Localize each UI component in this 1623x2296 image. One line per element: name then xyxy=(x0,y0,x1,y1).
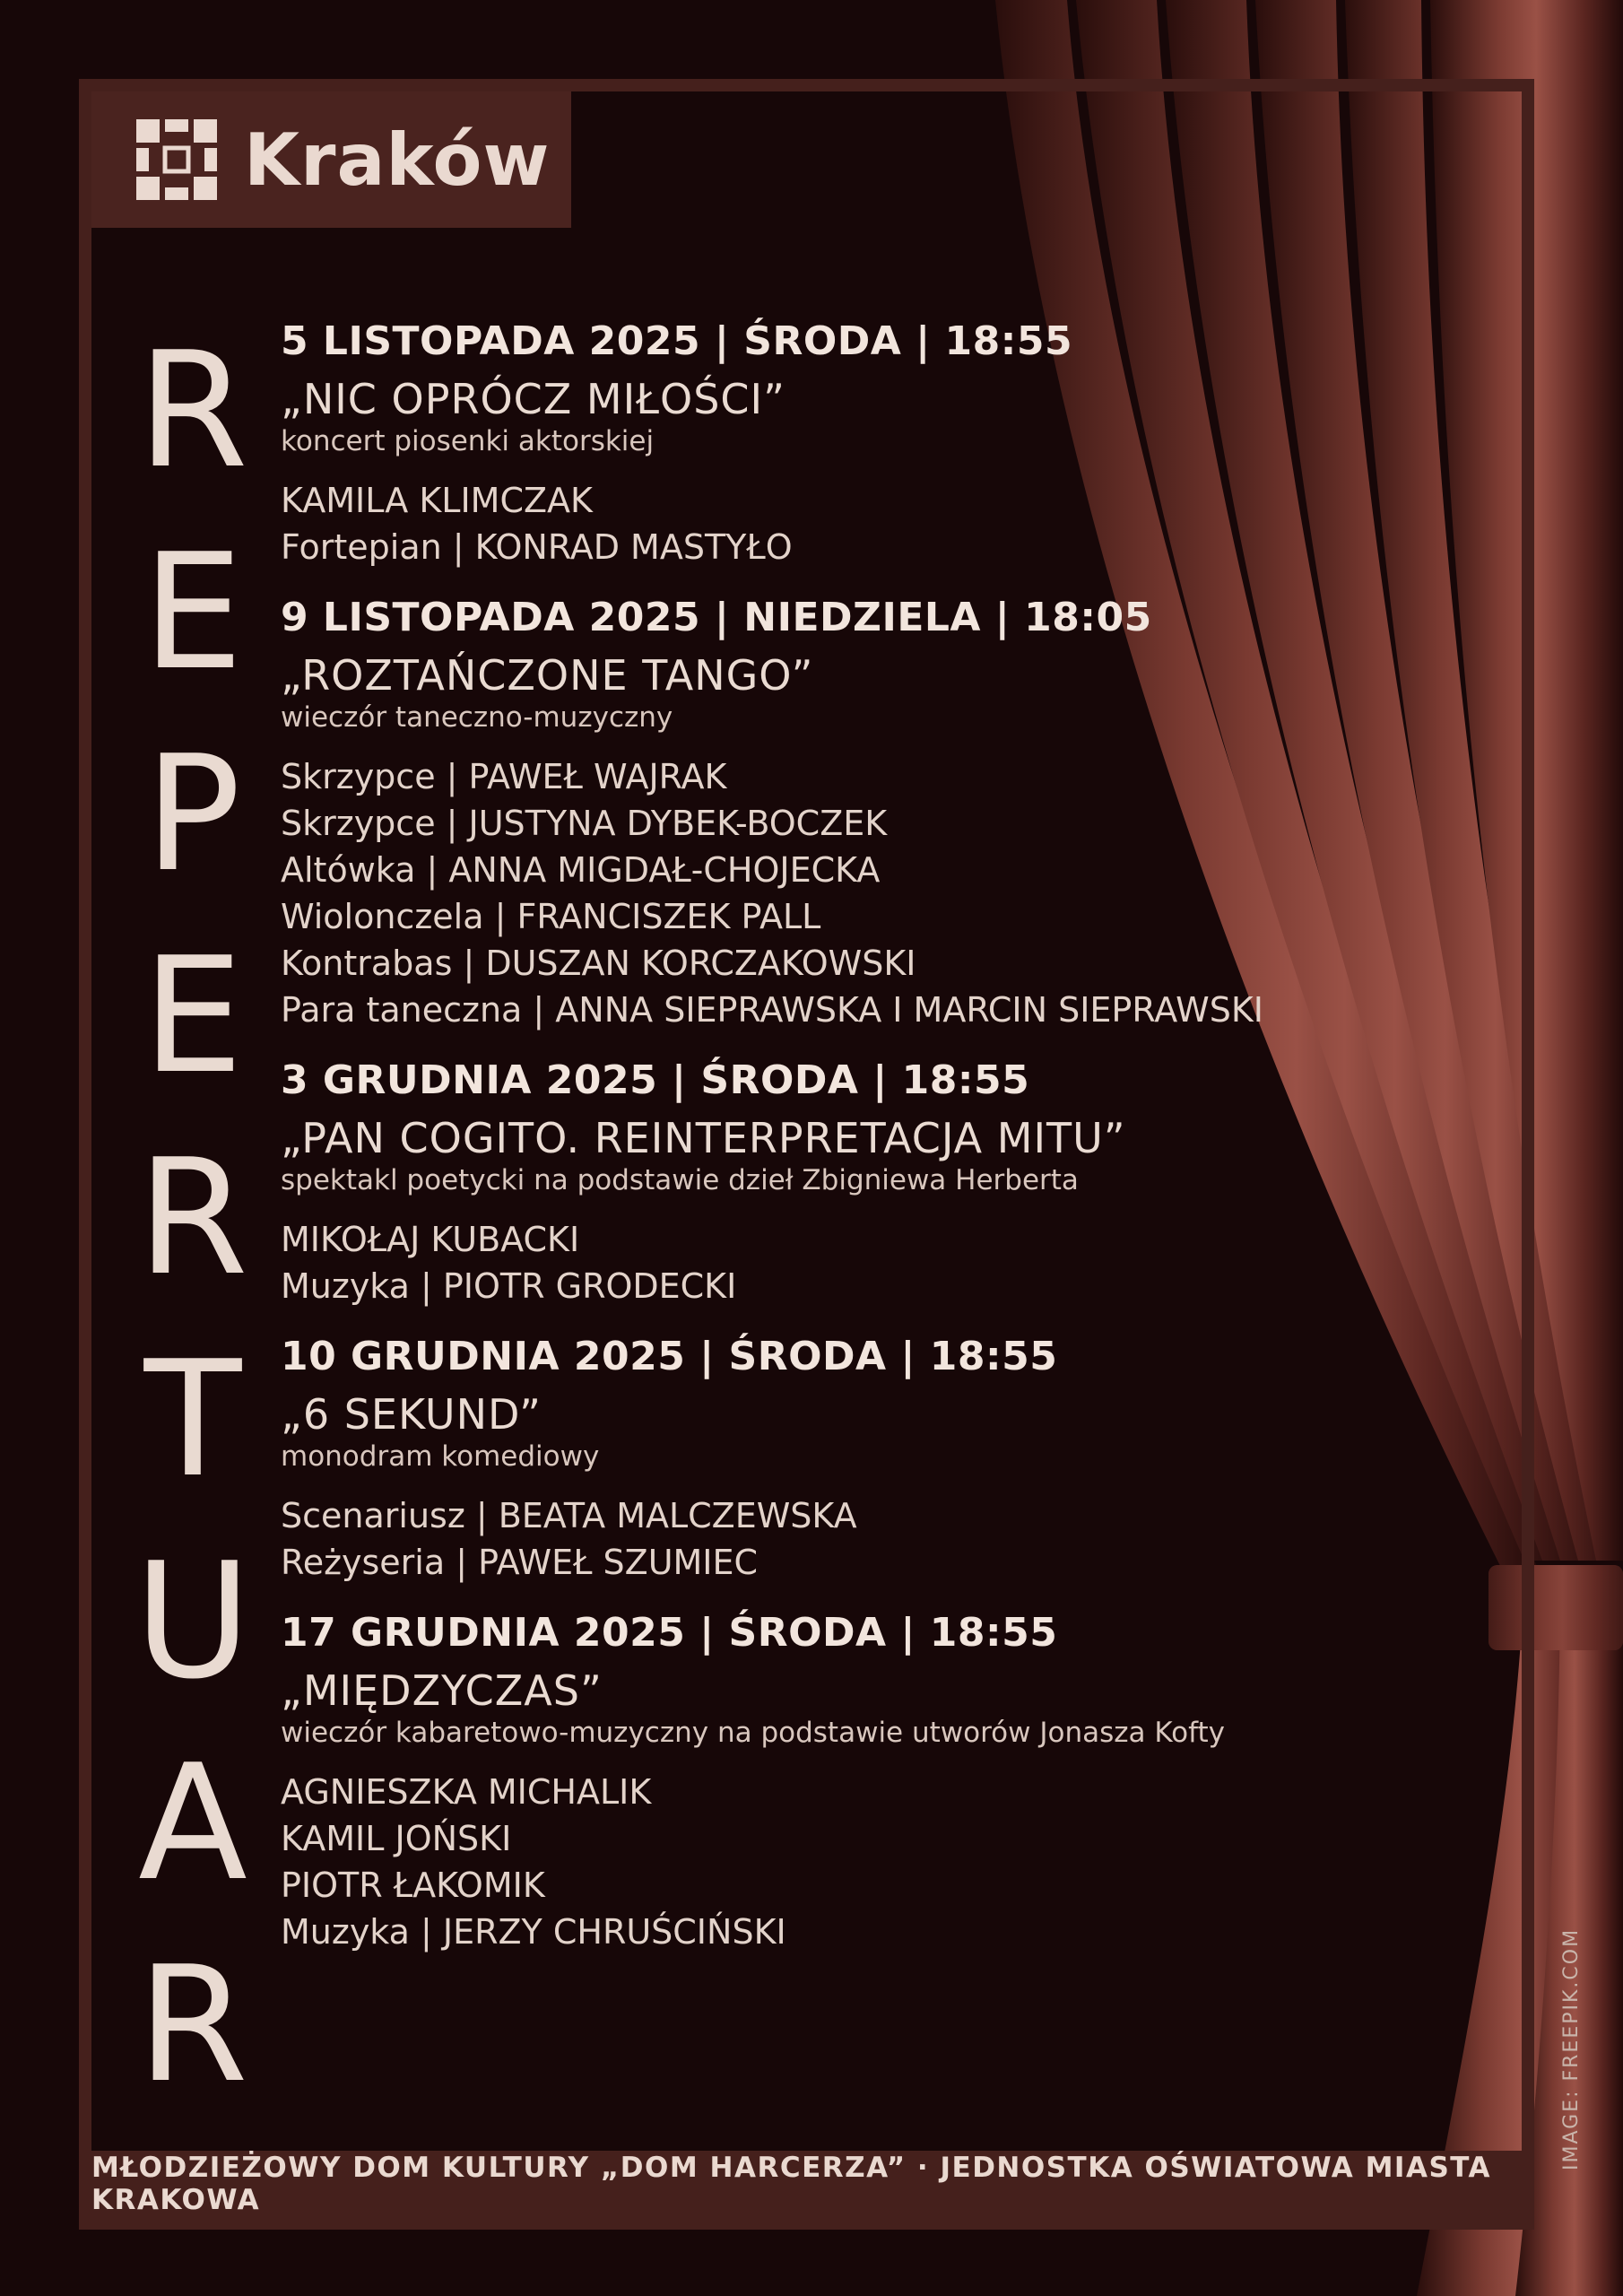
event-subtitle: wieczór kabaretowo-muzyczny na podstawie utworów Jonasza Kofty xyxy=(281,1717,1225,1749)
image-credit: IMAGE: FREEPIK.COM xyxy=(1560,1927,1583,2170)
event-item xyxy=(281,314,1285,570)
logo-text: Kraków xyxy=(244,117,551,202)
title-letter: P xyxy=(144,721,241,907)
event-performer: KAMIL JOŃSKI xyxy=(281,1819,512,1858)
event-performer: MIKOŁAJ KUBACKI xyxy=(281,1220,580,1259)
event-performer: Reżyseria | PAWEŁ SZUMIEC xyxy=(281,1543,759,1582)
event-performer: Para taneczna | ANNA SIEPRAWSKA I MARCIN SIEPRAWSKI xyxy=(281,990,1263,1030)
event-item xyxy=(281,1329,1285,1586)
event-date: 10 GRUDNIA 2025 | ŚRODA | 18:55 xyxy=(281,1334,1058,1379)
event-item xyxy=(281,1053,1285,1309)
title-letter: U xyxy=(134,1528,252,1714)
title-letter: R xyxy=(137,1932,248,2118)
event-performer: Muzyka | JERZY CHRUŚCIŃSKI xyxy=(281,1912,786,1952)
event-title: „NIC OPRÓCZ MIŁOŚCI” xyxy=(281,375,785,423)
title-letter: E xyxy=(142,519,244,705)
event-item xyxy=(281,1605,1285,1955)
title-letter: A xyxy=(138,1730,247,1916)
event-performer: Fortepian | KONRAD MASTYŁO xyxy=(281,527,793,567)
event-subtitle: spektakl poetycki na podstawie dzieł Zbigniewa Herberta xyxy=(281,1164,1079,1196)
event-date: 3 GRUDNIA 2025 | ŚRODA | 18:55 xyxy=(281,1057,1030,1103)
event-title: „PAN COGITO. REINTERPRETACJA MITU” xyxy=(281,1114,1126,1162)
event-performer: Skrzypce | JUSTYNA DYBEK-BOCZEK xyxy=(281,804,888,843)
event-title: „6 SEKUND” xyxy=(281,1390,542,1439)
footer-banner: MŁODZIEŻOWY DOM KULTURY „DOM HARCERZA” · JEDNOSTKA OŚWIATOWA MIASTA KRAKOWA xyxy=(91,2151,1523,2217)
event-performer: KAMILA KLIMCZAK xyxy=(281,481,593,520)
krakow-logo-icon xyxy=(136,119,217,200)
event-subtitle: koncert piosenki aktorskiej xyxy=(281,425,655,457)
event-date: 17 GRUDNIA 2025 | ŚRODA | 18:55 xyxy=(281,1610,1058,1656)
event-performer: Kontrabas | DUSZAN KORCZAKOWSKI xyxy=(281,944,916,983)
event-subtitle: wieczór taneczno-muzyczny xyxy=(281,701,673,734)
event-performer: Wiolonczela | FRANCISZEK PALL xyxy=(281,897,821,936)
event-performer: Skrzypce | PAWEŁ WAJRAK xyxy=(281,757,727,796)
event-performer: PIOTR ŁAKOMIK xyxy=(281,1866,545,1905)
event-subtitle: monodram komediowy xyxy=(281,1440,600,1473)
event-title: „MIĘDZYCZAS” xyxy=(281,1666,603,1715)
event-list xyxy=(281,314,1285,1975)
event-performer: Altówka | ANNA MIGDAŁ-CHOJECKA xyxy=(281,850,881,890)
event-performer: AGNIESZKA MICHALIK xyxy=(281,1772,652,1812)
event-item xyxy=(281,590,1285,1033)
event-performer: Muzyka | PIOTR GRODECKI xyxy=(281,1266,737,1306)
event-date: 5 LISTOPADA 2025 | ŚRODA | 18:55 xyxy=(281,318,1073,364)
event-date: 9 LISTOPADA 2025 | NIEDZIELA | 18:05 xyxy=(281,595,1152,640)
event-title: „ROZTAŃCZONE TANGO” xyxy=(281,651,814,700)
logo-block xyxy=(91,91,571,228)
event-performer: Scenariusz | BEATA MALCZEWSKA xyxy=(281,1496,857,1535)
vertical-title xyxy=(126,309,260,2126)
title-letter: R xyxy=(137,1125,248,1310)
title-letter: R xyxy=(137,317,248,503)
title-letter: T xyxy=(143,1326,242,1512)
title-letter: E xyxy=(142,923,244,1109)
